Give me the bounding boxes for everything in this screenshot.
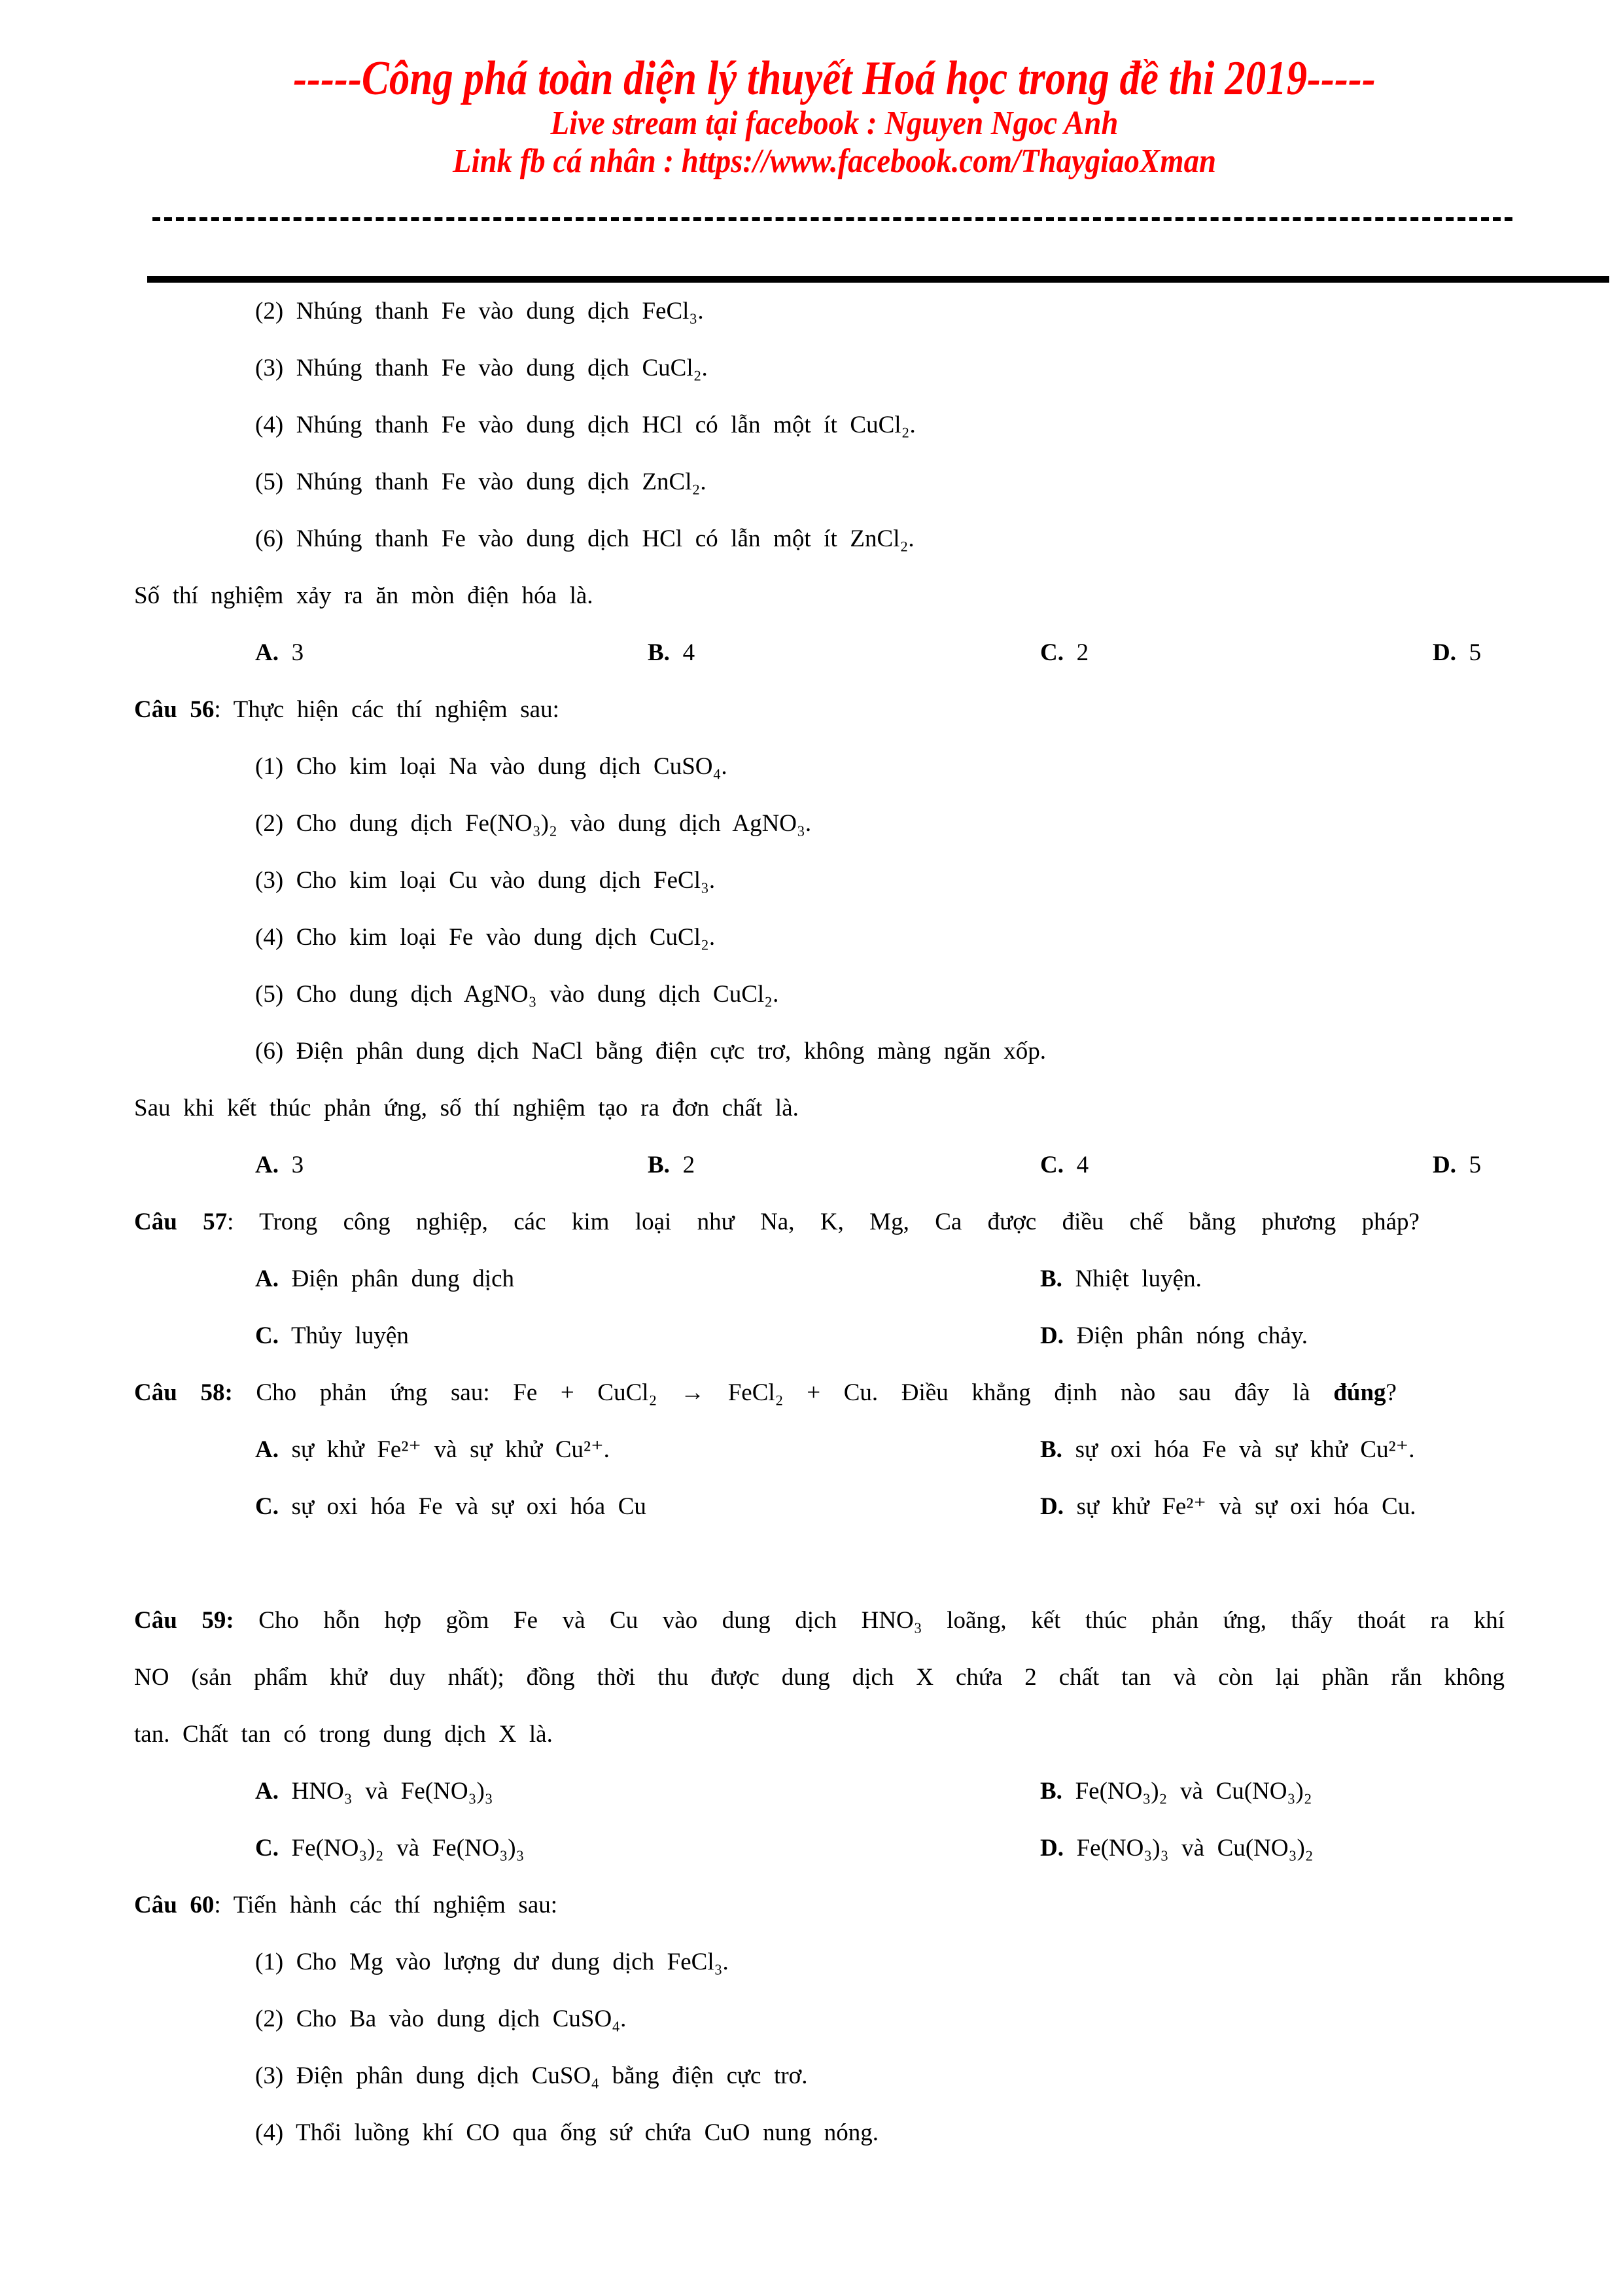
question-55 (0, 283, 1623, 681)
answer-option-c (255, 1307, 1040, 1364)
option-label: C. (1040, 639, 1064, 666)
answer-option-b (1040, 1763, 1312, 1820)
answer-options-row (0, 1137, 1623, 1193)
experiment-item: (4) Nhúng thanh Fe vào dung dịch HCl có lẫn một ít CuCl₂. (255, 412, 916, 438)
option-text: Fe(NO₃)₂ và Cu(NO₃)₂ (1075, 1778, 1312, 1805)
option-label: B. (648, 639, 670, 666)
option-text: Điện phân nóng chảy. (1076, 1322, 1308, 1349)
answer-option-a (255, 1137, 648, 1193)
option-label: D. (1040, 1835, 1064, 1862)
question-text: : Tiến hành các thí nghiệm sau: (214, 1892, 558, 1918)
option-text: 2 (682, 1152, 695, 1178)
option-text: sự khử Fe²⁺ và sự oxi hóa Cu. (1076, 1493, 1416, 1520)
option-text: sự oxi hóa Fe và sự oxi hóa Cu (291, 1493, 646, 1520)
answer-option-c (255, 1820, 1040, 1877)
option-text: Nhiệt luyện. (1075, 1265, 1202, 1292)
answer-options-row (0, 1250, 1623, 1307)
option-label: A. (255, 1265, 279, 1292)
option-text: Thủy luyện (290, 1322, 409, 1349)
section-divider-bar (147, 276, 1609, 283)
answer-option-b (1040, 1250, 1202, 1307)
option-text: 5 (1469, 1152, 1482, 1178)
option-text: 5 (1469, 639, 1482, 666)
emphasized-word: đúng (1333, 1379, 1386, 1406)
option-label: D. (1040, 1493, 1064, 1520)
option-text: sự oxi hóa Fe và sự khử Cu²⁺. (1075, 1436, 1415, 1463)
question-number-label: Câu 57 (134, 1209, 228, 1235)
question-heading (0, 1877, 1623, 1934)
option-text: 4 (1076, 1152, 1089, 1178)
experiment-item: (4) Thổi luồng khí CO qua ống sứ chứa CuO nung nóng. (255, 2119, 879, 2146)
option-label: D. (1433, 639, 1456, 666)
answer-options-row (0, 1421, 1623, 1478)
experiment-item: (2) Cho Ba vào dung dịch CuSO₄. (255, 2005, 627, 2032)
question-heading (0, 1193, 1420, 1250)
option-text: Fe(NO₃)₂ và Fe(NO₃)₃ (291, 1835, 525, 1862)
question-56 (0, 681, 1623, 1193)
question-text: Cho phản ứng sau: Fe + CuCl₂ → FeCl₂ + Cu. Điều khẳng định nào sau đây là (232, 1379, 1310, 1406)
answer-options-row (0, 1820, 1623, 1877)
option-label: C. (255, 1835, 279, 1862)
option-label: B. (1040, 1778, 1062, 1805)
option-label: A. (255, 1152, 279, 1178)
question-number-label: Câu 56 (134, 696, 215, 723)
answer-option-b (648, 624, 1040, 681)
answer-option-a (255, 1250, 1040, 1307)
question-number-label: Câu 58: (134, 1379, 233, 1406)
answer-options-row (0, 1478, 1623, 1535)
answer-option-d (1040, 1820, 1314, 1877)
option-text: Fe(NO₃)₃ và Cu(NO₃)₂ (1076, 1835, 1314, 1862)
answer-option-d (1433, 1137, 1481, 1193)
option-text: HNO₃ và Fe(NO₃)₃ (291, 1778, 493, 1805)
answer-options-row (0, 624, 1623, 681)
answer-option-a (255, 1421, 1040, 1478)
question-58 (0, 1364, 1623, 1535)
question-number-label: Câu 60 (134, 1892, 215, 1918)
question-text: : Trong công nghiệp, các kim loại như Na, K, Mg, Ca được điều chế bằng phương pháp? (227, 1209, 1420, 1235)
answer-options-row (0, 1307, 1623, 1364)
document-header (46, 0, 1623, 181)
dashed-separator (152, 217, 1512, 221)
option-label: C. (255, 1493, 279, 1520)
question-text: ? (1386, 1379, 1397, 1406)
question-heading (0, 681, 1623, 738)
experiment-item: (1) Cho kim loại Na vào dung dịch CuSO₄. (255, 753, 727, 780)
option-label: B. (648, 1152, 670, 1178)
experiment-item: (1) Cho Mg vào lượng dư dung dịch FeCl₃. (255, 1949, 729, 1975)
option-text: sự khử Fe²⁺ và sự khử Cu²⁺. (291, 1436, 610, 1463)
option-label: B. (1040, 1436, 1062, 1463)
answer-option-a (255, 624, 648, 681)
question-tail: Số thí nghiệm xảy ra ăn mòn điện hóa là. (134, 582, 593, 609)
question-60 (0, 1877, 1623, 2161)
experiment-item: (5) Cho dung dịch AgNO₃ vào dung dịch CuCl₂. (255, 981, 779, 1008)
question-heading (0, 1364, 1397, 1421)
question-text: Cho hỗn hợp gồm Fe và Cu vào dung dịch HNO₃ loãng, kết thúc phản ứng, thấy thoát ra khí (234, 1607, 1505, 1634)
experiment-item: (2) Nhúng thanh Fe vào dung dịch FeCl₃. (255, 298, 704, 325)
answer-option-c (1040, 1137, 1433, 1193)
option-label: B. (1040, 1265, 1062, 1292)
option-label: C. (255, 1322, 279, 1349)
option-label: C. (1040, 1152, 1064, 1178)
answer-options-row (0, 1763, 1623, 1820)
question-text-line: NO (sản phẩm khử duy nhất); đồng thời thu được dung dịch X chứa 2 chất tan và còn lại phần rắn không (134, 1664, 1505, 1691)
answer-option-a (255, 1763, 1040, 1820)
question-tail: Sau khi kết thúc phản ứng, số thí nghiệm tạo ra đơn chất là. (134, 1095, 799, 1122)
experiment-item: (2) Cho dung dịch Fe(NO₃)₂ vào dung dịch AgNO₃. (255, 810, 812, 837)
answer-option-c (1040, 624, 1433, 681)
question-57 (0, 1193, 1623, 1364)
option-label: A. (255, 1436, 279, 1463)
option-label: D. (1433, 1152, 1456, 1178)
header-subtitle-facebook-link: Link fb cá nhân : https://www.facebook.com/ThaygiaoXman (452, 143, 1217, 180)
document-body (0, 283, 1623, 2161)
experiment-item: (3) Điện phân dung dịch CuSO₄ bằng điện cực trơ. (255, 2062, 808, 2089)
option-text: 3 (291, 639, 304, 666)
experiment-item: (6) Điện phân dung dịch NaCl bằng điện cực trơ, không màng ngăn xốp. (255, 1038, 1047, 1065)
option-text: 2 (1076, 639, 1089, 666)
question-59-options (0, 1763, 1623, 1877)
answer-option-d (1040, 1307, 1308, 1364)
answer-option-d (1040, 1478, 1416, 1535)
option-text: Điện phân dung dịch (291, 1265, 514, 1292)
experiment-item: (3) Nhúng thanh Fe vào dung dịch CuCl₂. (255, 355, 708, 381)
option-label: A. (255, 639, 279, 666)
answer-option-c (255, 1478, 1040, 1535)
option-text: 4 (682, 639, 695, 666)
answer-option-b (1040, 1421, 1414, 1478)
experiment-item: (4) Cho kim loại Fe vào dung dịch CuCl₂. (255, 924, 716, 951)
header-subtitle-livestream: Live stream tại facebook : Nguyen Ngoc Anh (550, 105, 1119, 142)
option-label: A. (255, 1778, 279, 1805)
question-number-label: Câu 59: (134, 1607, 234, 1634)
experiment-item: (6) Nhúng thanh Fe vào dung dịch HCl có lẫn một ít ZnCl₂. (255, 525, 915, 552)
header-title: -----Công phá toàn diện lý thuyết Hoá học trong đề thi 2019----- (293, 52, 1376, 105)
question-59 (0, 1592, 1505, 1763)
option-label: D. (1040, 1322, 1064, 1349)
experiment-item: (3) Cho kim loại Cu vào dung dịch FeCl₃. (255, 867, 716, 894)
experiment-item: (5) Nhúng thanh Fe vào dung dịch ZnCl₂. (255, 468, 707, 495)
question-text-line: tan. Chất tan có trong dung dịch X là. (134, 1721, 553, 1748)
option-text: 3 (291, 1152, 304, 1178)
question-text: : Thực hiện các thí nghiệm sau: (214, 696, 559, 723)
question-text-line (134, 1592, 1505, 1649)
answer-option-d (1433, 624, 1481, 681)
answer-option-b (648, 1137, 1040, 1193)
